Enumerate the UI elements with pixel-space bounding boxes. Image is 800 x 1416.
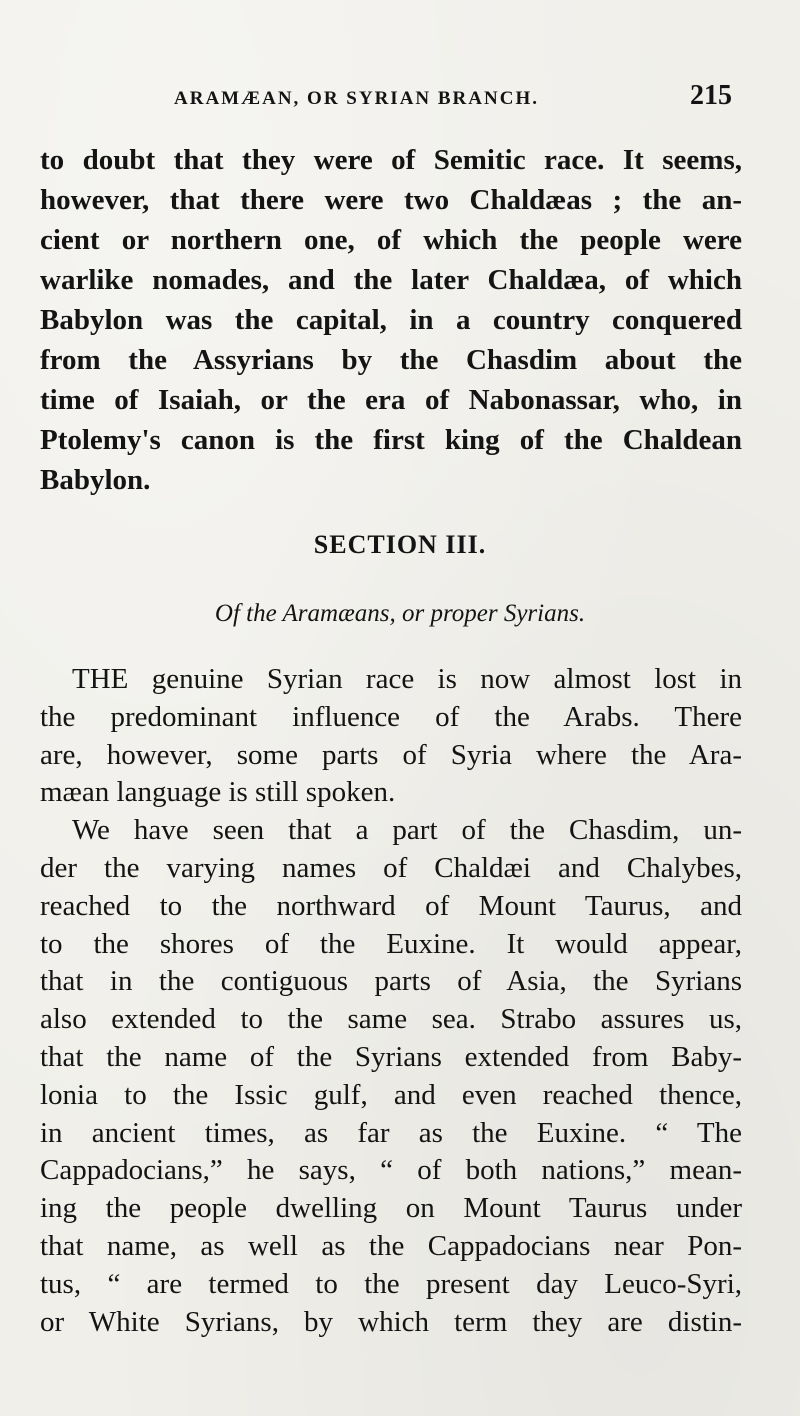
text-line: tus, “ are termed to the present day Leuco-Syri, xyxy=(40,1267,742,1300)
section-heading: SECTION III. xyxy=(313,530,487,559)
text-line: warlike nomades, and the later Chaldæa, of which xyxy=(40,264,742,296)
text-line: der the varying names of Chaldæi and Chalybes, xyxy=(40,851,742,884)
text-line: time of Isaiah, or the era of Nabonassar, who, in xyxy=(40,384,742,416)
text-line: in ancient times, as far as the Euxine. “ The xyxy=(40,1116,742,1149)
text-line: to the shores of the Euxine. It would appear, xyxy=(40,927,742,960)
text-line: from the Assyrians by the Chasdim about the xyxy=(40,344,742,376)
text-line: reached to the northward of Mount Taurus, and xyxy=(40,889,742,922)
section-body xyxy=(40,661,742,1341)
text-line: cient or northern one, of which the people were xyxy=(40,224,742,256)
text-line: Babylon was the capital, in a country conquered xyxy=(40,304,742,336)
text-line: lonia to the Issic gulf, and even reached thence, xyxy=(40,1078,742,1111)
text-line: or White Syrians, by which term they are distin- xyxy=(40,1305,742,1338)
text-line: also extended to the same sea. Strabo assures us, xyxy=(40,1003,742,1036)
text-line: ing the people dwelling on Mount Taurus under xyxy=(40,1192,742,1225)
running-head: ARAMÆAN, OR SYRIAN BRANCH. xyxy=(174,88,539,109)
text-line: mæan language is still spoken. xyxy=(40,776,396,809)
text-line: We have seen that a part of the Chasdim, un- xyxy=(72,814,742,847)
text-line: the predominant influence of the Arabs. There xyxy=(40,700,742,733)
page-number: 215 xyxy=(690,80,732,111)
text-line: that the name of the Syrians extended from Baby- xyxy=(40,1040,742,1073)
text-line: THE genuine Syrian race is now almost lost in xyxy=(72,663,742,695)
text-line: that in the contiguous parts of Asia, the Syrians xyxy=(40,965,742,998)
text-line: however, that there were two Chaldæas ; the an- xyxy=(40,184,742,216)
text-line: Babylon. xyxy=(40,464,151,496)
section-subtitle: Of the Aramæans, or proper Syrians. xyxy=(214,600,586,627)
text-line: Ptolemy's canon is the first king of the Chaldean xyxy=(40,424,742,456)
text-line: Cappadocians,” he says, “ of both nations,” mean- xyxy=(40,1154,742,1187)
paragraph-1 xyxy=(40,140,742,500)
text-line: are, however, some parts of Syria where the Ara- xyxy=(40,738,742,771)
text-line: to doubt that they were of Semitic race. It seems, xyxy=(40,144,742,176)
text-line: that name, as well as the Cappadocians near Pon- xyxy=(40,1229,742,1262)
